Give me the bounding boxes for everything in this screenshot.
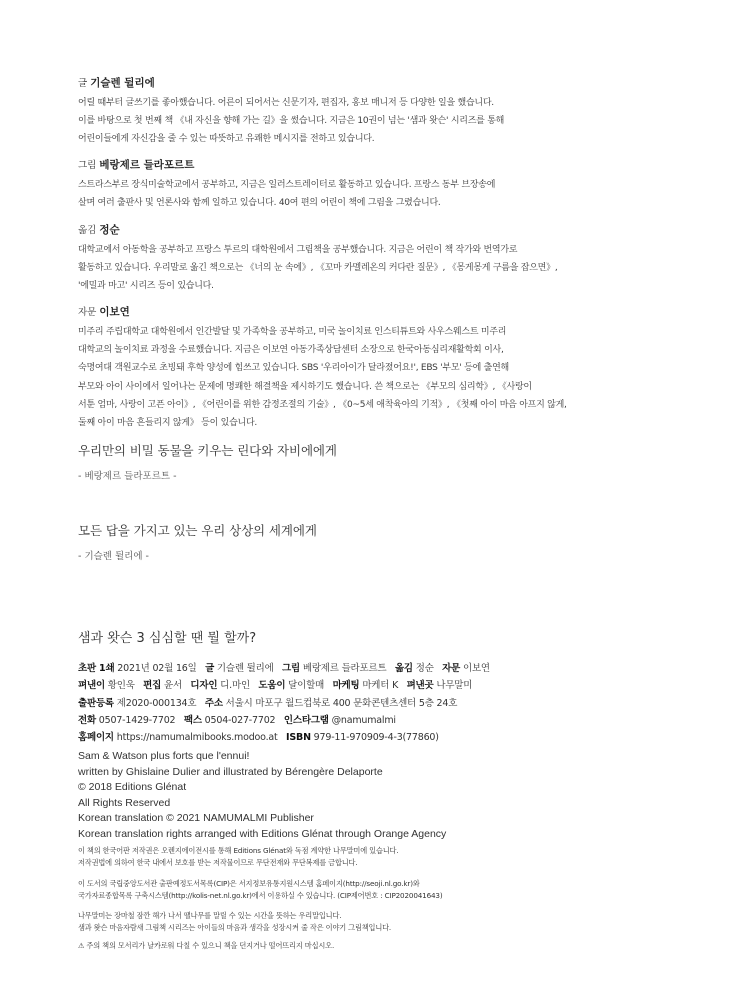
bio-name: 이보연 [99,306,130,318]
colophon-value: 제2020-000134호 [116,697,197,709]
dedication-illustrator [78,441,337,482]
notice-cip [78,878,718,901]
colophon-value: 나무말미 [436,680,473,692]
caution-text: ⚠ 주의 책의 모서리가 날카로워 다칠 수 있으니 책을 던지거나 떨어뜨리지 마십시오. [78,941,335,950]
notice-publisher-name [78,910,718,933]
colophon-label: 자문 [442,663,461,674]
bio-role: 글 [78,78,88,89]
notice-line: 이 도서의 국립중앙도서관 출판예정도서목록(CIP)은 서지정보유통지원시스템 홈페이지(http://seoji.nl.go.kr)와 [78,879,420,888]
colophon-value: 달이할매 [288,680,325,692]
colophon-label: 전화 [78,714,96,726]
bio-line: 어린이들에게 자신감을 줄 수 있는 따뜻하고 유쾌한 메시지를 전하고 있습니다. [78,134,375,145]
dedication-writer [78,521,317,562]
colophon-line-2 [78,677,718,694]
bio-line: 어릴 때부터 글쓰기를 좋아했습니다. 어른이 되어서는 신문기자, 편집자, 홍보 매니저 등 다양한 일을 했습니다. [78,98,494,108]
bio-line: 살며 여러 출판사 및 언론사와 함께 일하고 있습니다. 40여 편의 어린이 책에 그림을 그렸습니다. [78,198,441,209]
colophon-label: 펴낸곳 [406,680,434,692]
colophon-line-1 [78,660,718,677]
colophon-label: 마케팅 [332,680,360,692]
bio-heading [78,223,718,238]
bio-name: 정순 [99,224,120,236]
bio-line: 대학교의 놀이치료 과정을 수료했습니다. 지금은 이보연 아동가족상담센터 소장으로 한국아동심리재활학회 이사, [78,345,504,356]
credit-line: Korean translation rights arranged with Editions Glénat through Orange Agency [78,827,447,840]
bio-line: 활동하고 있습니다. 우리말로 옮긴 책으로는 《너의 눈 속에》, 《꼬마 카멜레온의 커다란 질문》, 《몽게몽게 구름을 잡으면》, [78,263,558,274]
bio-name: 베랑제르 들라포르트 [99,159,195,171]
notice-line: 이 책의 한국어판 저작권은 오렌지에이전시를 통해 Editions Glénat와 독점 계약한 나무말미에 있습니다. [78,846,399,855]
colophon-label: 도움이 [258,680,286,692]
colophon-label: 홈페이지 [78,732,114,744]
notice-line: 나무말미는 장마철 잠깐 해가 나서 땔나무를 말릴 수 있는 시간을 뜻하는 우리말입니다. [78,911,342,920]
bio-line: 미주리 주립대학교 대학원에서 인간발달 및 가족학을 공부하고, 미국 놀이치료 인스티튜트와 사우스웨스트 미주리 [78,327,507,337]
bio-role: 옮김 [78,225,97,236]
notice-copyright [78,845,718,868]
book-title: 샘과 왓슨 3 심심할 땐 뭘 할까? [78,631,257,646]
colophon-value: 마케터 K [362,680,399,692]
bio-line: '에밀과 마고' 시리즈 등이 있습니다. [78,281,214,292]
credit-line: All Rights Reserved [78,796,171,809]
bio-heading [78,158,718,173]
colophon-value: https://namumalmibooks.modoo.at [116,732,278,744]
bio-text [78,176,718,212]
colophon-label: 펴낸이 [78,680,105,692]
notice-caution [78,940,718,952]
credit-line: Korean translation © 2021 NAMUMALMI Publisher [78,812,314,824]
credit-line: © 2018 Editions Glénat [78,781,187,793]
colophon-value: 기슬렌 뒬리에 [216,663,274,674]
dedication-line: 우리만의 비밀 동물을 키우는 린다와 자비에에게 [78,443,337,458]
colophon-value: 디.마인 [220,680,250,692]
bio-role: 그림 [78,160,97,171]
bio-advisor [78,305,718,432]
colophon-label: 디자인 [190,680,218,692]
bio-illustrator [78,158,718,212]
bio-line: 스트라스부르 장식미술학교에서 공부하고, 지금은 일러스트레이터로 활동하고 있습니다. 프랑스 동부 브장송에 [78,180,496,190]
colophon-value: 베랑제르 들라포르트 [302,663,387,674]
colophon-value: 서울시 마포구 월드컵북로 400 문화콘텐츠센터 5층 24호 [225,697,458,709]
colophon-value: 0504-027-7702 [204,714,276,726]
colophon-value: 979-11-970909-4-3(77860) [313,732,439,744]
credit-line: Sam & Watson plus forts que l'ennui! [78,750,250,762]
original-credits [78,749,446,842]
bio-line: 둘째 아이 마음 흔들리지 않게》 등이 있습니다. [78,418,258,429]
bio-text [78,323,718,432]
bio-text [78,241,718,296]
colophon-value: 윤서 [163,680,182,692]
colophon [78,627,718,746]
colophon-label: 인스타그램 [283,714,329,726]
colophon-value: @namumalmi [331,714,396,726]
dedication-line: 모든 답을 가지고 있는 우리 상상의 세계에게 [78,523,317,538]
bio-line: 대학교에서 아동학을 공부하고 프랑스 투르의 대학원에서 그림책을 공부했습니다. 지금은 어린이 책 작가와 번역가로 [78,245,518,255]
notice-line: 저작권법에 의하여 한국 내에서 보호를 받는 저작물이므로 무단전재와 무단복제를 금합니다. [78,857,358,867]
colophon-label: 글 [205,663,215,674]
colophon-label: 출판등록 [78,697,114,709]
colophon-label: ISBN [286,732,311,744]
colophon-line-3 [78,695,718,712]
bio-text [78,94,718,149]
colophon-value: 황인욱 [107,680,135,692]
bio-line: 이를 바탕으로 첫 번째 책 《내 자신을 향해 가는 길》을 썼습니다. 지금은 10권이 넘는 '샘과 왓슨' 시리즈를 통해 [78,116,505,127]
credit-line: written by Ghislaine Dulier and illustrated by Bérengère Delaporte [78,765,383,778]
dedication-signature: - 기슬렌 뒬리에 - [78,551,149,562]
colophon-line-4 [78,712,718,729]
bio-writer [78,76,718,149]
notice-line: 국가자료종합목록 구축시스템(http://kolis-net.nl.go.kr)에서 이용하실 수 있습니다. (CIP제어번호 : CIP2020041643) [78,890,443,900]
colophon-value: 정순 [415,663,434,674]
bio-line: 부모와 아이 사이에서 일어나는 문제에 명쾌한 해결책을 제시하기도 했습니다. 쓴 책으로는 《부모의 심리학》, 《사랑이 [78,381,532,392]
notice-line: 샘과 왓슨 마음자람새 그림책 시리즈는 아이들의 마음과 생각을 성장시켜 줄 작은 이야기 그림책입니다. [78,922,392,932]
colophon-value: 이보연 [462,663,490,674]
colophon-label: 그림 [282,663,301,674]
colophon-value: 0507-1429-7702 [98,714,176,726]
colophon-value: 2021년 02월 16일 [117,663,197,674]
bio-role: 자문 [78,307,97,318]
bio-line: 숙명여대 객원교수로 초빙돼 후학 양성에 힘쓰고 있습니다. SBS '우리아이가 달라졌어요!', EBS '부모' 등에 출연해 [78,363,509,374]
colophon-label: 편집 [143,680,162,692]
colophon-label: 옮김 [394,663,413,674]
dedication-signature: - 베랑제르 들라포르트 - [78,471,177,482]
bio-line: 서툰 엄마, 사랑이 고픈 아이》, 《어린이를 위한 감정조절의 기술》, 《0~5세 애착육아의 기적》, 《첫째 아이 마음 아프지 않게, [78,399,567,410]
bio-heading [78,305,718,320]
colophon-label: 초판 1쇄 [78,663,115,674]
bio-name: 기슬렌 뒬리에 [90,77,155,89]
colophon-label: 팩스 [183,714,202,726]
bio-translator [78,223,718,296]
colophon-line-5 [78,729,718,746]
colophon-label: 주소 [204,697,223,709]
bio-heading [78,76,718,91]
